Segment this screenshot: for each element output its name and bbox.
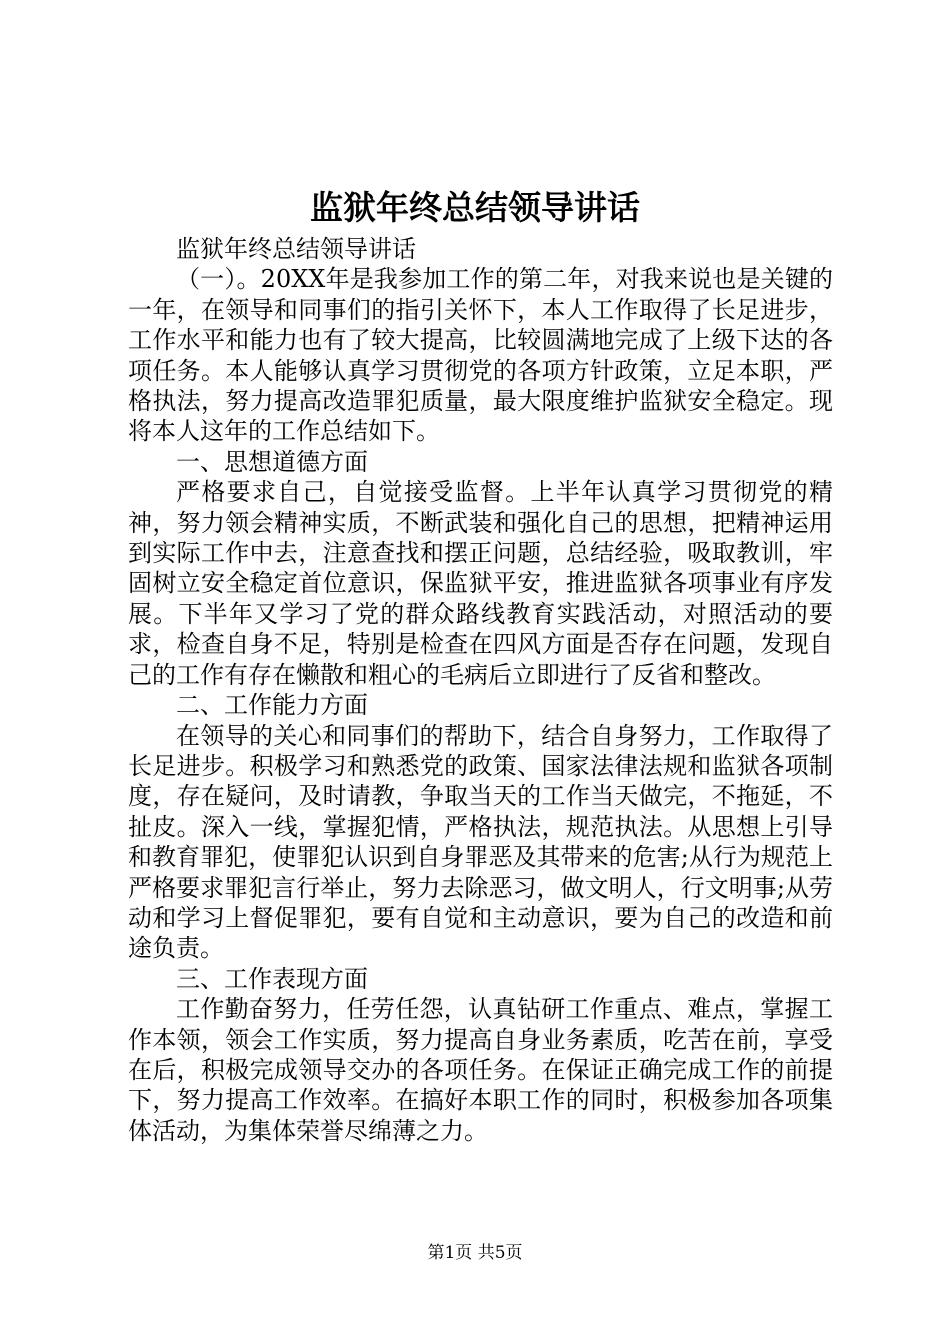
- ideology-paragraph: 严格要求自己，自觉接受监督。上半年认真学习贯彻党的精神，努力领会精神实质，不断武装和强化自己的思想，把精神运用到实际工作中去，注意查找和摆正问题，总结经验，吸取教训，牢固树立安全稳定首位意识，保监狱平安，推进监狱各项事业有序发展。下半年又学习了党的群众路线教育实践活动，对照活动的要求，检查自身不足，特别是检查在四风方面是否存在问题，发现自己的工作有存在懒散和粗心的毛病后立即进行了反省和整改。: [128, 478, 833, 689]
- section-heading-performance: 三、工作表现方面: [176, 964, 368, 993]
- page-footer: 第1页 共5页: [427, 1243, 523, 1263]
- intro-paragraph: （一）。20XX年是我参加工作的第二年，对我来说也是关键的一年，在领导和同事们的指引关怀下，本人工作取得了长足进步，工作水平和能力也有了较大提高，比较圆满地完成了上级下达的各项任务。本人能够认真学习贯彻党的各项方针政策，立足本职，严格执法，努力提高改造罪犯质量，最大限度维护监狱安全稳定。现将本人这年的工作总结如下。: [128, 265, 833, 446]
- ability-paragraph: 在领导的关心和同事们的帮助下，结合自身努力，工作取得了长足进步。积极学习和熟悉党的政策、国家法律法规和监狱各项制度，存在疑问，及时请教，争取当天的工作当天做完，不拖延，不扯皮。深入一线，掌握犯情，严格执法，规范执法。从思想上引导和教育罪犯，使罪犯认识到自身罪恶及其带来的危害;从行为规范上严格要求罪犯言行举止，努力去除恶习，做文明人，行文明事;从劳动和学习上督促罪犯，要有自觉和主动意识，要为自己的改造和前途负责。: [128, 721, 833, 963]
- opening-line: 监狱年终总结领导讲话: [176, 235, 416, 263]
- section-heading-ability: 二、工作能力方面: [176, 691, 368, 720]
- document-title: 监狱年终总结领导讲话: [310, 188, 640, 227]
- performance-paragraph: 工作勤奋努力，任劳任怨，认真钻研工作重点、难点，掌握工作本领，领会工作实质，努力提高自身业务素质，吃苦在前，享受在后，积极完成领导交办的各项任务。在保证正确完成工作的前提下，努力提高工作效率。在搞好本职工作的同时，积极参加各项集体活动，为集体荣誉尽绵薄之力。: [128, 995, 833, 1145]
- document-body: [128, 234, 833, 1146]
- section-heading-ideology: 一、思想道德方面: [176, 447, 368, 476]
